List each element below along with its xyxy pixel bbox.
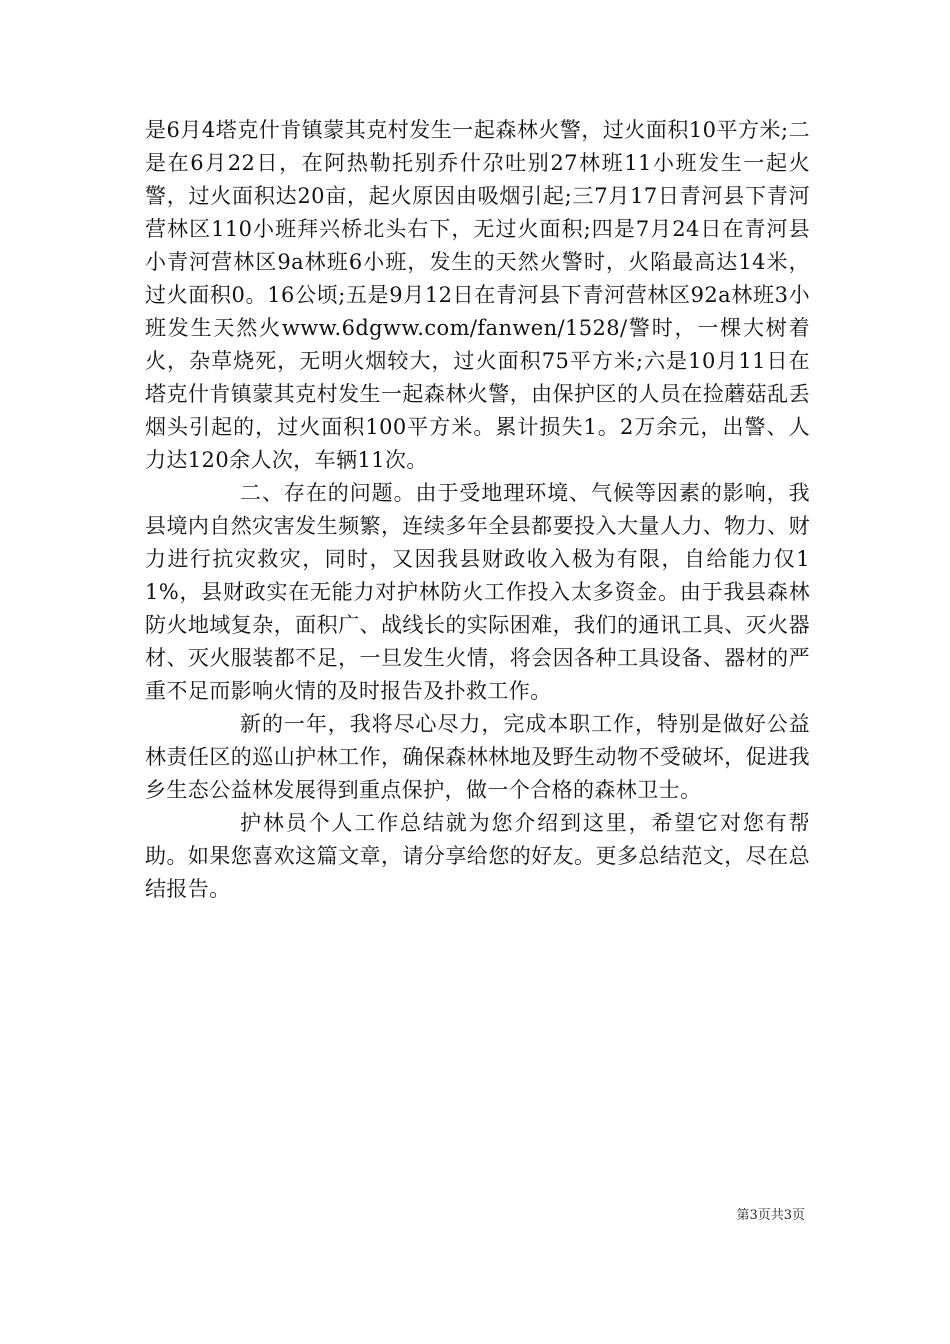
page-number: 第3页共3页 xyxy=(736,1208,805,1223)
paragraph-closing: 护林员个人工作总结就为您介绍到这里，希望它对您有帮助。如果您喜欢这篇文章，请分享给您的好友。更多总结范文，尽在总结报告。 xyxy=(145,811,810,901)
paragraph-fire-incidents: 是6月4塔克什肯镇蒙其克村发生一起森林火警，过火面积10平方米;二是在6月22日，在阿热勒托别乔什尕吐别27林班11小班发生一起火警，过火面积达20亩，起火原因由吸烟引起;三7月17日青河县下青河营林区110小班拜兴桥北头右下，无过火面积;四是7月24日在青河县小青河营林区9a林班6小班，发生的天然火警时，火陷最高达14米，过火面积0。16公顷;五是9月12日在青河县下青河营林区92a林班3小班发生天然火www.6dgww.com/fanwen/1528/警时，一棵大树着火，杂草烧死，无明火烟较大，过火面积75平方米;六是10月11日在塔克什肯镇蒙其克村发生一起森林火警，由保护区的人员在捡蘑菇乱丢烟头引起的，过火面积100平方米。累计损失1。2万余元，出警、人力达120余人次，车辆11次。 xyxy=(145,118,810,472)
document-body xyxy=(145,114,810,906)
paragraph-existing-problems: 二、存在的问题。由于受地理环境、气候等因素的影响，我县境内自然灾害发生频繁，连续多年全县都要投入大量人力、物力、财力进行抗灾救灾，同时，又因我县财政收入极为有限，自给能力仅11%，县财政实在无能力对护林防火工作投入太多资金。由于我县森林防火地域复杂，面积广、战线长的实际困难，我们的通讯工具、灭火器材、灭火服装都不足，一旦发生火情，将会因各种工具设备、器材的严重不足而影响火情的及时报告及扑救工作。 xyxy=(145,481,810,703)
paragraph-new-year-plan: 新的一年，我将尽心尽力，完成本职工作，特别是做好公益林责任区的巡山护林工作，确保森林林地及野生动物不受破坏，促进我乡生态公益林发展得到重点保护，做一个合格的森林卫士。 xyxy=(145,712,810,802)
